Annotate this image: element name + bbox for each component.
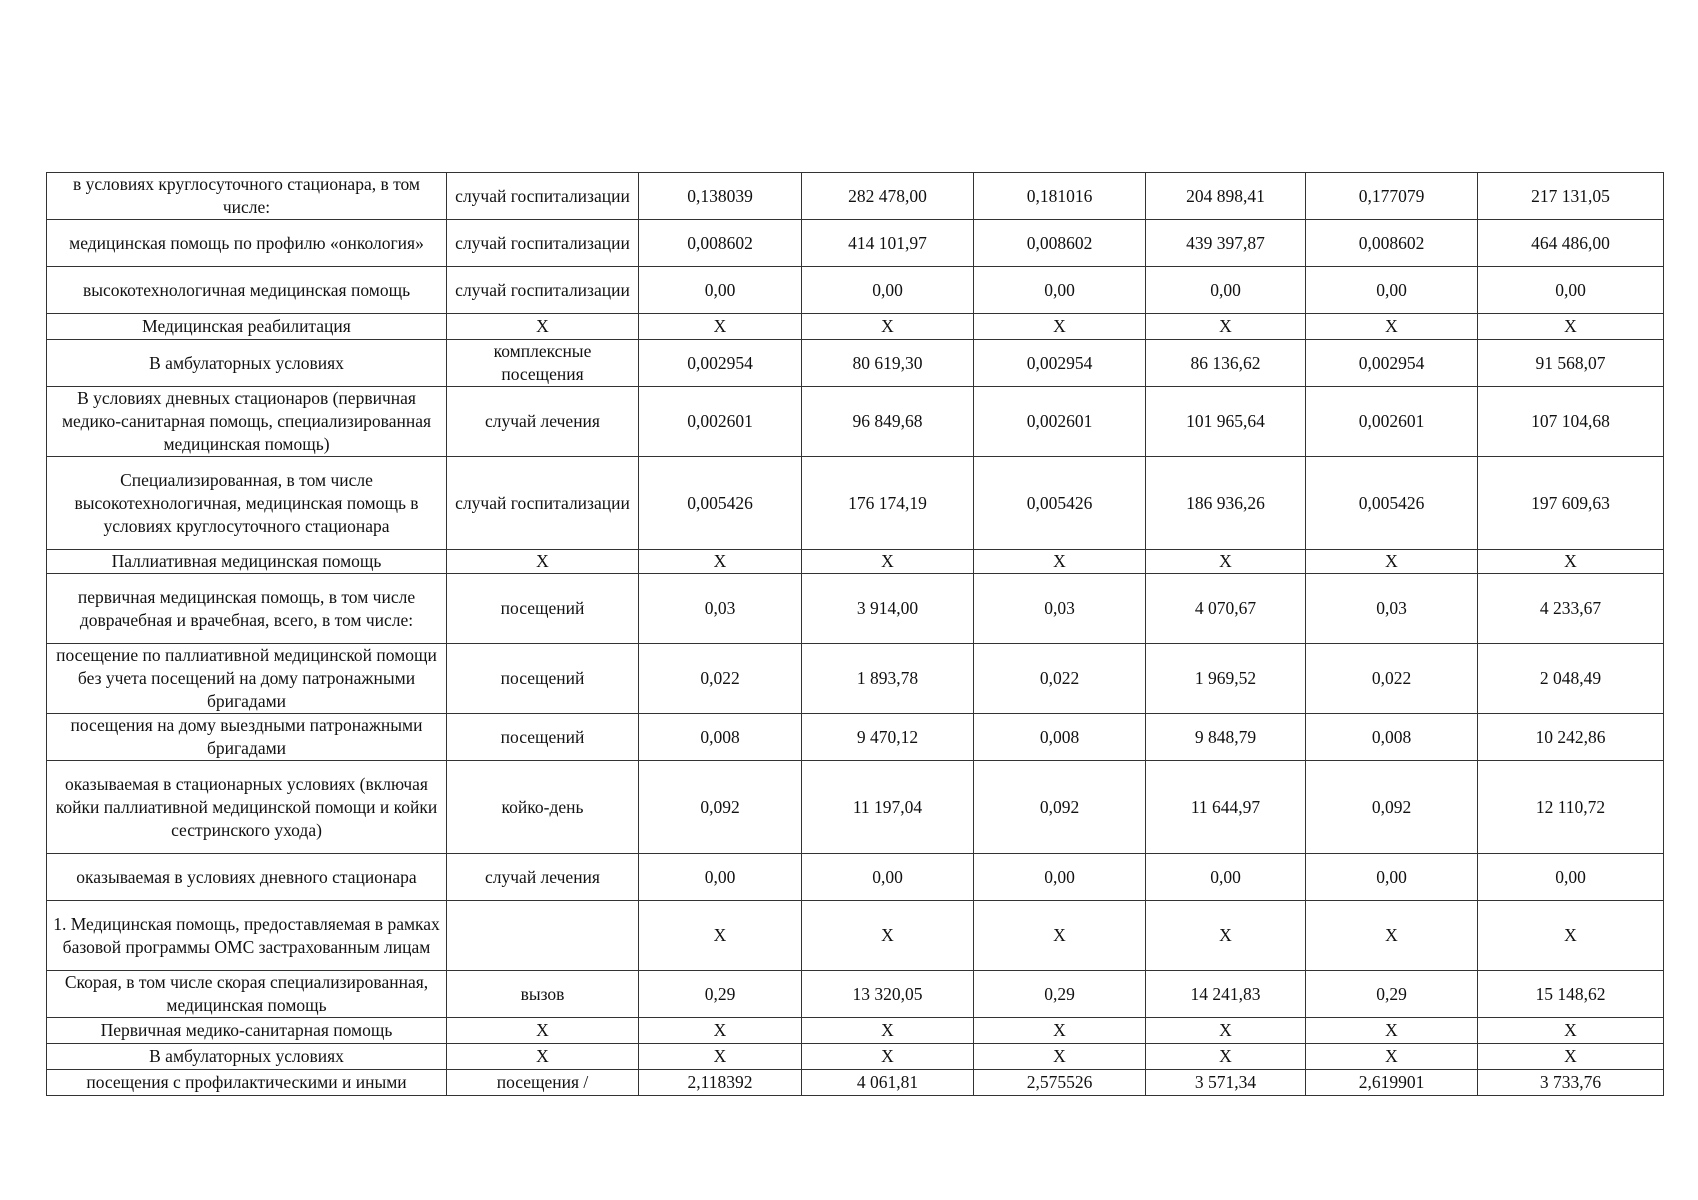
row-value-cell: 1 969,52 [1146, 644, 1306, 714]
row-value-cell: Х [1146, 1044, 1306, 1070]
row-value-cell: 186 936,26 [1146, 457, 1306, 550]
row-name-cell: Первичная медико-санитарная помощь [47, 1018, 447, 1044]
row-unit-cell: комплексные посещения [447, 340, 639, 387]
row-value-cell: Х [802, 1018, 974, 1044]
row-unit-cell [447, 901, 639, 971]
data-table [46, 172, 1664, 1096]
row-name-cell: Медицинская реабилитация [47, 314, 447, 340]
row-value-cell: 3 914,00 [802, 574, 974, 644]
row-value-cell: 80 619,30 [802, 340, 974, 387]
row-value-cell: 4 233,67 [1478, 574, 1664, 644]
row-value-cell: 10 242,86 [1478, 714, 1664, 761]
row-value-cell: 0,008 [974, 714, 1146, 761]
row-value-cell: 0,008 [639, 714, 802, 761]
row-value-cell: Х [1478, 1044, 1664, 1070]
table-row [47, 550, 1664, 574]
row-value-cell: 0,002954 [974, 340, 1146, 387]
row-value-cell: 0,00 [974, 267, 1146, 314]
row-value-cell: 91 568,07 [1478, 340, 1664, 387]
row-name-cell: в условиях круглосуточного стационара, в том числе: [47, 173, 447, 220]
row-value-cell: 0,002954 [639, 340, 802, 387]
row-value-cell: 176 174,19 [802, 457, 974, 550]
row-unit-cell: Х [447, 1018, 639, 1044]
row-value-cell: 2,118392 [639, 1070, 802, 1096]
row-value-cell: Х [639, 901, 802, 971]
row-value-cell: 0,181016 [974, 173, 1146, 220]
row-value-cell: 0,005426 [1306, 457, 1478, 550]
row-value-cell: Х [1146, 1018, 1306, 1044]
row-value-cell: 2 048,49 [1478, 644, 1664, 714]
row-value-cell: Х [802, 314, 974, 340]
row-value-cell: Х [1478, 550, 1664, 574]
table-row [47, 387, 1664, 457]
table-row [47, 1018, 1664, 1044]
row-value-cell: 0,00 [1306, 267, 1478, 314]
row-value-cell: Х [1306, 901, 1478, 971]
row-value-cell: 197 609,63 [1478, 457, 1664, 550]
row-value-cell: 0,002601 [974, 387, 1146, 457]
row-value-cell: 12 110,72 [1478, 761, 1664, 854]
row-value-cell: 4 061,81 [802, 1070, 974, 1096]
row-value-cell: Х [639, 1044, 802, 1070]
row-name-cell: В амбулаторных условиях [47, 1044, 447, 1070]
row-value-cell: 0,03 [1306, 574, 1478, 644]
row-value-cell: 0,002601 [639, 387, 802, 457]
row-value-cell: 0,022 [974, 644, 1146, 714]
table-row [47, 574, 1664, 644]
row-unit-cell: вызов [447, 971, 639, 1018]
row-value-cell: 0,03 [974, 574, 1146, 644]
table-row [47, 901, 1664, 971]
row-unit-cell: случай лечения [447, 854, 639, 901]
row-value-cell: Х [1306, 314, 1478, 340]
row-value-cell: Х [639, 1018, 802, 1044]
row-value-cell: 0,00 [1478, 267, 1664, 314]
row-name-cell: Паллиативная медицинская помощь [47, 550, 447, 574]
row-value-cell: 14 241,83 [1146, 971, 1306, 1018]
table-row [47, 1044, 1664, 1070]
row-value-cell: Х [639, 314, 802, 340]
row-value-cell: Х [802, 1044, 974, 1070]
row-value-cell: 204 898,41 [1146, 173, 1306, 220]
row-value-cell: 464 486,00 [1478, 220, 1664, 267]
row-unit-cell: Х [447, 314, 639, 340]
row-value-cell: 0,092 [1306, 761, 1478, 854]
row-value-cell: Х [1146, 550, 1306, 574]
row-name-cell: посещения на дому выездными патронажными бригадами [47, 714, 447, 761]
row-name-cell: оказываемая в стационарных условиях (включая койки паллиативной медицинской помощи и койки сестринского ухода) [47, 761, 447, 854]
row-unit-cell: койко-день [447, 761, 639, 854]
row-unit-cell: Х [447, 1044, 639, 1070]
row-unit-cell: посещений [447, 714, 639, 761]
row-value-cell: 1 893,78 [802, 644, 974, 714]
row-value-cell: 2,619901 [1306, 1070, 1478, 1096]
row-value-cell: 0,005426 [639, 457, 802, 550]
row-name-cell: посещение по паллиативной медицинской помощи без учета посещений на дому патронажными бригадами [47, 644, 447, 714]
row-unit-cell: случай госпитализации [447, 457, 639, 550]
row-name-cell: 1. Медицинская помощь, предоставляемая в рамках базовой программы ОМС застрахованным лицам [47, 901, 447, 971]
row-value-cell: Х [1478, 901, 1664, 971]
table-row [47, 173, 1664, 220]
row-value-cell: 0,002954 [1306, 340, 1478, 387]
table-body [47, 173, 1664, 1096]
table-row [47, 971, 1664, 1018]
row-value-cell: Х [974, 1018, 1146, 1044]
row-value-cell: Х [802, 550, 974, 574]
row-name-cell: Скорая, в том числе скорая специализированная, медицинская помощь [47, 971, 447, 1018]
row-value-cell: 0,00 [1478, 854, 1664, 901]
row-value-cell: 0,03 [639, 574, 802, 644]
row-value-cell: 0,00 [1146, 267, 1306, 314]
row-value-cell: Х [1306, 1018, 1478, 1044]
row-value-cell: Х [974, 550, 1146, 574]
table-row [47, 644, 1664, 714]
row-value-cell: 11 197,04 [802, 761, 974, 854]
row-value-cell: Х [1478, 314, 1664, 340]
row-unit-cell: случай лечения [447, 387, 639, 457]
row-value-cell: Х [1478, 1018, 1664, 1044]
row-value-cell: 217 131,05 [1478, 173, 1664, 220]
table-row [47, 220, 1664, 267]
row-value-cell: 101 965,64 [1146, 387, 1306, 457]
row-value-cell: 0,022 [1306, 644, 1478, 714]
row-name-cell: посещения с профилактическими и иными [47, 1070, 447, 1096]
row-value-cell: 0,002601 [1306, 387, 1478, 457]
row-name-cell: В амбулаторных условиях [47, 340, 447, 387]
row-value-cell: Х [639, 550, 802, 574]
row-value-cell: 9 848,79 [1146, 714, 1306, 761]
row-value-cell: 0,008602 [639, 220, 802, 267]
row-value-cell: Х [974, 901, 1146, 971]
row-value-cell: 0,00 [639, 854, 802, 901]
row-value-cell: Х [974, 1044, 1146, 1070]
row-value-cell: Х [1306, 550, 1478, 574]
row-name-cell: высокотехнологичная медицинская помощь [47, 267, 447, 314]
row-value-cell: 414 101,97 [802, 220, 974, 267]
row-value-cell: Х [974, 314, 1146, 340]
row-unit-cell: Х [447, 550, 639, 574]
table-row [47, 340, 1664, 387]
row-value-cell: 13 320,05 [802, 971, 974, 1018]
row-value-cell: 15 148,62 [1478, 971, 1664, 1018]
row-value-cell: 0,008602 [974, 220, 1146, 267]
row-value-cell: 86 136,62 [1146, 340, 1306, 387]
row-name-cell: первичная медицинская помощь, в том числе доврачебная и врачебная, всего, в том числе: [47, 574, 447, 644]
row-value-cell: 0,092 [974, 761, 1146, 854]
row-value-cell: Х [1146, 314, 1306, 340]
row-value-cell: Х [1146, 901, 1306, 971]
table-row [47, 1070, 1664, 1096]
row-value-cell: 0,177079 [1306, 173, 1478, 220]
row-name-cell: В условиях дневных стационаров (первичная медико-санитарная помощь, специализированная медицинская помощь) [47, 387, 447, 457]
row-value-cell: 0,29 [639, 971, 802, 1018]
table-row [47, 854, 1664, 901]
row-value-cell: 2,575526 [974, 1070, 1146, 1096]
row-value-cell: Х [1306, 1044, 1478, 1070]
row-value-cell: 0,00 [802, 854, 974, 901]
row-value-cell: 0,00 [1146, 854, 1306, 901]
row-value-cell: 96 849,68 [802, 387, 974, 457]
row-value-cell: 3 733,76 [1478, 1070, 1664, 1096]
table-row [47, 267, 1664, 314]
row-value-cell: 0,092 [639, 761, 802, 854]
row-value-cell: 0,005426 [974, 457, 1146, 550]
row-value-cell: 282 478,00 [802, 173, 974, 220]
row-value-cell: 11 644,97 [1146, 761, 1306, 854]
row-value-cell: 0,008602 [1306, 220, 1478, 267]
table-row [47, 761, 1664, 854]
row-value-cell: Х [802, 901, 974, 971]
row-name-cell: Специализированная, в том числе высокотехнологичная, медицинская помощь в условиях круглосуточного стационара [47, 457, 447, 550]
row-unit-cell: случай госпитализации [447, 173, 639, 220]
row-value-cell: 0,29 [974, 971, 1146, 1018]
row-value-cell: 4 070,67 [1146, 574, 1306, 644]
row-value-cell: 107 104,68 [1478, 387, 1664, 457]
row-value-cell: 0,00 [1306, 854, 1478, 901]
row-unit-cell: посещения / [447, 1070, 639, 1096]
row-value-cell: 9 470,12 [802, 714, 974, 761]
row-value-cell: 439 397,87 [1146, 220, 1306, 267]
table-row [47, 314, 1664, 340]
row-value-cell: 0,00 [639, 267, 802, 314]
row-name-cell: оказываемая в условиях дневного стационара [47, 854, 447, 901]
row-unit-cell: случай госпитализации [447, 267, 639, 314]
table-row [47, 457, 1664, 550]
row-value-cell: 0,138039 [639, 173, 802, 220]
table-row [47, 714, 1664, 761]
row-value-cell: 0,00 [974, 854, 1146, 901]
row-name-cell: медицинская помощь по профилю «онкология» [47, 220, 447, 267]
row-unit-cell: случай госпитализации [447, 220, 639, 267]
row-value-cell: 0,022 [639, 644, 802, 714]
row-unit-cell: посещений [447, 644, 639, 714]
row-value-cell: 0,00 [802, 267, 974, 314]
row-value-cell: 0,008 [1306, 714, 1478, 761]
row-value-cell: 3 571,34 [1146, 1070, 1306, 1096]
row-unit-cell: посещений [447, 574, 639, 644]
row-value-cell: 0,29 [1306, 971, 1478, 1018]
